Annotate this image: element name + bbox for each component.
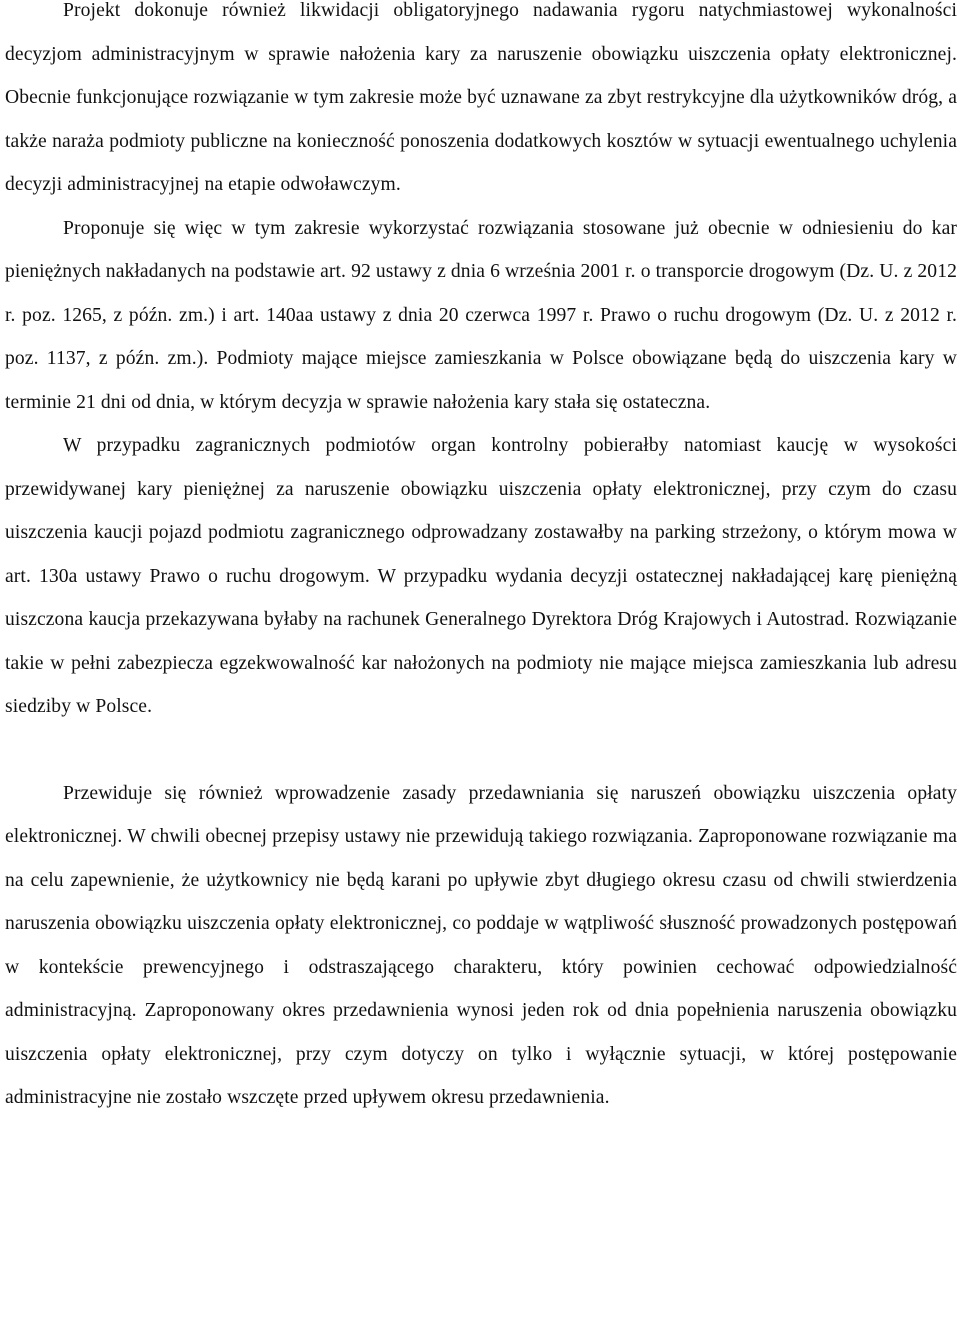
paragraph-przedawnienie: Przewiduje się również wprowadzenie zasady przedawniania się naruszeń obowiązku uiszczenia opłaty elektronicznej. W chwili obecnej przepisy ustawy nie przewidują takiego rozwiązania. Zaproponowane rozwiązanie ma na celu zapewnienie, że użytkownicy nie będą karani po upływie zbyt długiego okresu czasu od chwili stwierdzenia naruszenia obowiązku uiszczenia opłaty elektronicznej, co poddaje w wątpliwość słuszność prowadzonych postępowań w kontekście prewencyjnego i odstraszającego charakteru, który powinien cechować odpowiedzialność administracyjną. Zaproponowany okres przedawnienia wynosi jeden rok od dnia popełnienia naruszenia obowiązku uiszczenia opłaty elektronicznej, przy czym dotyczy on tylko i wyłącznie sytuacji, w której postępowanie administracyjne nie zostało wszczęte przed upływem okresu przedawnienia.: [5, 782, 957, 1108]
paragraph-rygor: Projekt dokonuje również likwidacji obligatoryjnego nadawania rygoru natychmiastowej wykonalności decyzjom administracyjnym w sprawie nałożenia kary za naruszenie obowiązku uiszczenia opłaty elektronicznej. Obecnie funkcjonujące rozwiązanie w tym zakresie może być uznawane za zbyt restrykcyjne dla użytkowników dróg, a także naraża podmioty publiczne na konieczność ponoszenia dodatkowych kosztów w sytuacji ewentualnego uchylenia decyzji administracyjnej na etapie odwoławczym.: [5, 0, 957, 195]
paragraph-kaucja: W przypadku zagranicznych podmiotów organ kontrolny pobierałby natomiast kaucję w wysokości przewidywanej kary pieniężnej za naruszenie obowiązku uiszczenia opłaty elektronicznej, przy czym do czasu uiszczenia kaucji pojazd podmiotu zagranicznego odprowadzany zostawałby na parking strzeżony, o którym mowa w art. 130a ustawy Prawo o ruchu drogowym. W przypadku wydania decyzji ostatecznej nakładającej karę pieniężną uiszczona kaucja przekazywana byłaby na rachunek Generalnego Dyrektora Dróg Krajowych i Autostrad. Rozwiązanie takie w pełni zabezpiecza egzekwowalność kar nałożonych na podmioty nie mające miejsca zamieszkania lub adresu siedziby w Polsce.: [5, 435, 957, 717]
paragraph-kary-pieniezne: Proponuje się więc w tym zakresie wykorzystać rozwiązania stosowane już obecnie w odniesieniu do kar pieniężnych nakładanych na podstawie art. 92 ustawy z dnia 6 września 2001 r. o transporcie drogowym (Dz. U. z 2012 r. poz. 1265, z późn. zm.) i art. 140aa ustawy z dnia 20 czerwca 1997 r. Prawo o ruchu drogowym (Dz. U. z 2012 r. poz. 1137, z późn. zm.). Podmioty mające miejsce zamieszkania w Polsce obowiązane będą do uiszczenia kary w terminie 21 dni od dnia, w którym decyzja w sprawie nałożenia kary stała się ostateczna.: [5, 217, 957, 413]
